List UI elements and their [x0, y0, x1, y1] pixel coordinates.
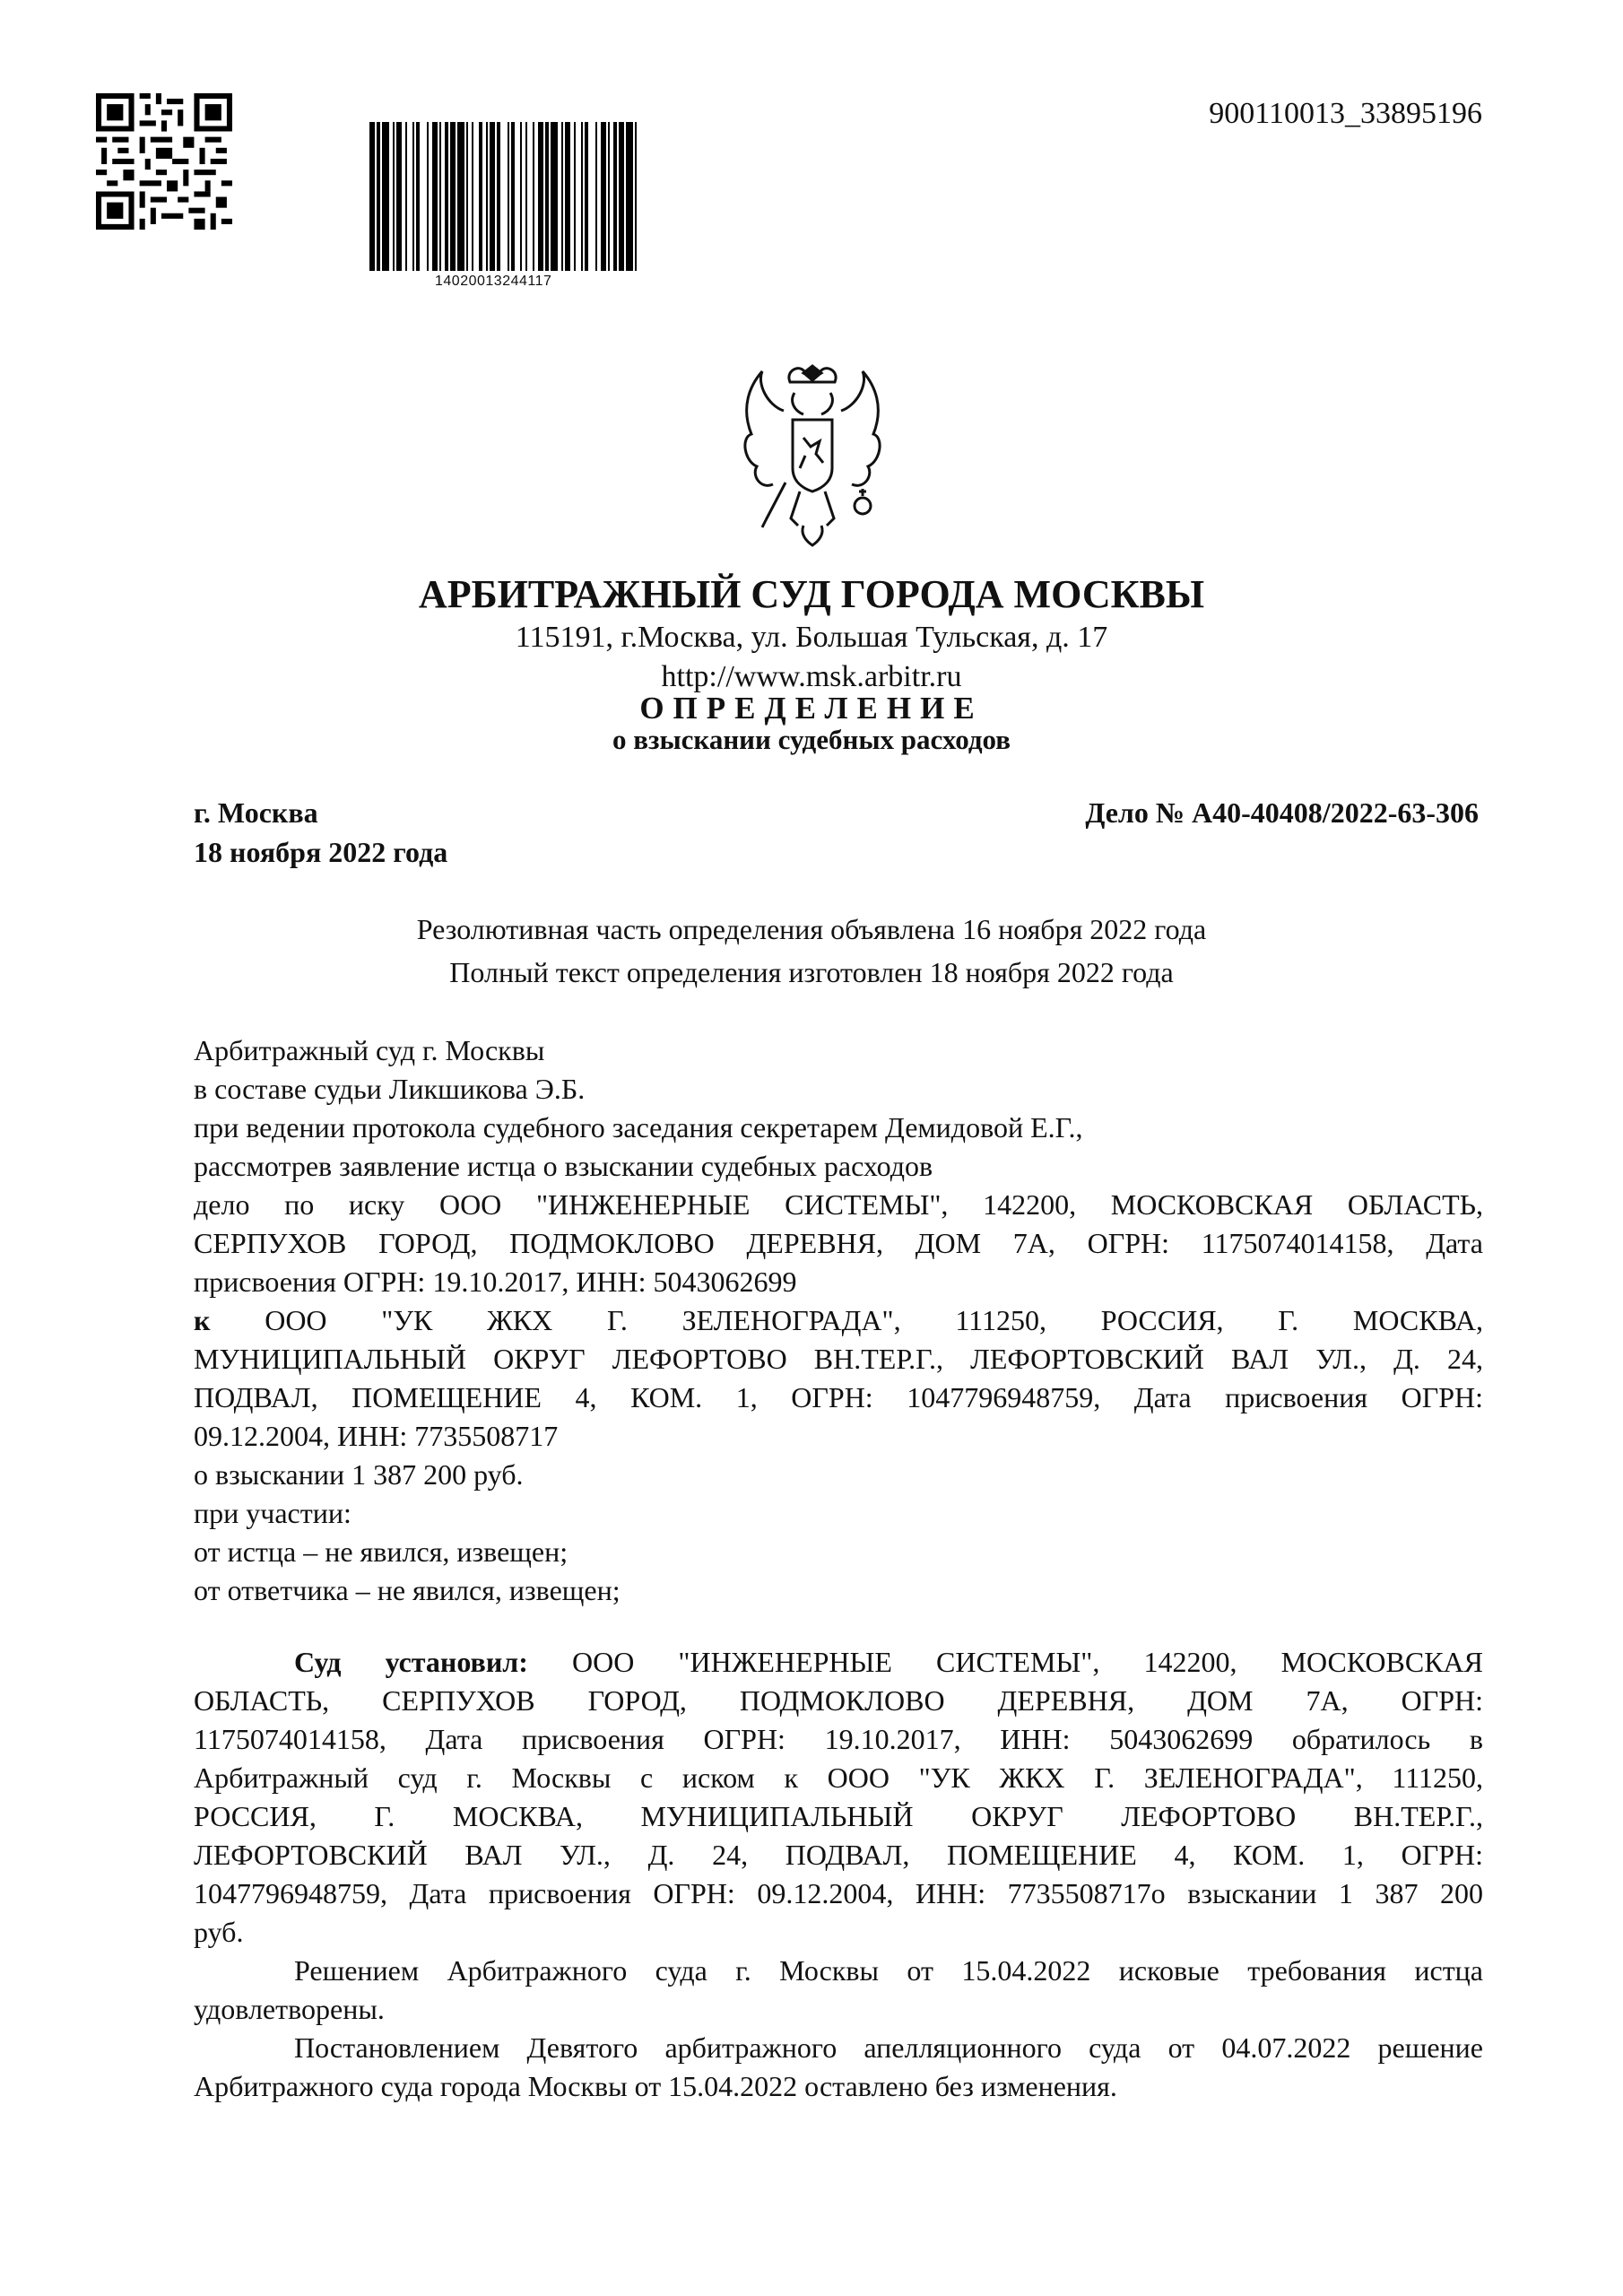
defendant-line: МУНИЦИПАЛЬНЫЙ ОКРУГ ЛЕФОРТОВО ВН.ТЕР.Г., ЛЕФОРТОВСКИЙ ВАЛ УЛ., Д. 24,: [194, 1343, 1483, 1375]
plaintiff-line: дело по иску ООО "ИНЖЕНЕРНЫЕ СИСТЕМЫ", 142200, МОСКОВСКАЯ ОБЛАСТЬ,: [194, 1188, 1483, 1221]
plaintiff-line: СЕРПУХОВ ГОРОД, ПОДМОКЛОВО ДЕРЕВНЯ, ДОМ 7А, ОГРН: 1175074014158, Дата: [194, 1227, 1483, 1259]
barcode-number: 14020013244117: [435, 274, 552, 289]
established-line: руб.: [194, 1916, 244, 1948]
established-line: ЛЕФОРТОВСКИЙ ВАЛ УЛ., Д. 24, ПОДВАЛ, ПОМЕЩЕНИЕ 4, КОМ. 1, ОГРН:: [194, 1839, 1483, 1871]
document-id: 900110013_33895196: [1209, 97, 1482, 130]
court-name: АРБИТРАЖНЫЙ СУД ГОРОДА МОСКВЫ: [418, 572, 1205, 616]
defendant-line: ПОДВАЛ, ПОМЕЩЕНИЕ 4, КОМ. 1, ОГРН: 1047796948759, Дата присвоения ОГРН:: [194, 1381, 1483, 1413]
appeal-line: Арбитражного суда города Москвы от 15.04.2022 оставлено без изменения.: [194, 2070, 1117, 2102]
decision-line: удовлетворены.: [194, 1993, 385, 2025]
established-line: ОБЛАСТЬ, СЕРПУХОВ ГОРОД, ПОДМОКЛОВО ДЕРЕВНЯ, ДОМ 7А, ОГРН:: [194, 1684, 1483, 1717]
document-date: 18 ноября 2022 года: [194, 836, 448, 868]
defendant-prefix: к: [194, 1304, 211, 1336]
court-address: 115191, г.Москва, ул. Большая Тульская, д. 17: [515, 621, 1108, 654]
established-label: Суд установил:: [294, 1646, 528, 1678]
established-block: [194, 1643, 1483, 2106]
document-type-title: ОПРЕДЕЛЕНИЕ: [639, 691, 984, 726]
intro-line: рассмотрев заявление истца о взыскании судебных расходов: [194, 1150, 933, 1182]
plaintiff-line: присвоения ОГРН: 19.10.2017, ИНН: 5043062699: [194, 1265, 797, 1298]
full-text-date: Полный текст определения изготовлен 18 ноября 2022 года: [449, 956, 1174, 988]
decision-line: Решением Арбитражного суда г. Москвы от 15.04.2022 исковые требования истца: [294, 1954, 1483, 1987]
intro-block: [194, 1031, 1483, 1610]
document-subject: о взыскании судебных расходов: [612, 724, 1011, 755]
barcode: [369, 122, 640, 271]
resolution-announcement: Резолютивная часть определения объявлена 16 ноября 2022 года: [416, 913, 1207, 945]
qr-code: [96, 93, 232, 230]
established-line: 1047796948759, Дата присвоения ОГРН: 09.12.2004, ИНН: 7735508717о взыскании 1 387 200: [194, 1877, 1483, 1909]
established-line: Арбитражный суд г. Москвы с иском к ООО "УК ЖКХ Г. ЗЕЛЕНОГРАДА", 111250,: [194, 1761, 1483, 1794]
appeal-line: Постановлением Девятого арбитражного апелляционного суда от 04.07.2022 решение: [294, 2031, 1483, 2064]
intro-line: при ведении протокола судебного заседания секретарем Демидовой Е.Г.,: [194, 1111, 1083, 1144]
claim-line: от ответчика – не явился, извещен;: [194, 1574, 621, 1606]
established-line: РОССИЯ, Г. МОСКВА, МУНИЦИПАЛЬНЫЙ ОКРУГ ЛЕФОРТОВО ВН.ТЕР.Г.,: [194, 1800, 1483, 1832]
defendant-text: ООО "УК ЖКХ Г. ЗЕЛЕНОГРАДА", 111250, РОССИЯ, Г. МОСКВА,: [265, 1304, 1484, 1336]
city: г. Москва: [194, 796, 318, 829]
established-line: [194, 1643, 1483, 1682]
court-website: http://www.msk.arbitr.ru: [661, 660, 962, 693]
established-line: 1175074014158, Дата присвоения ОГРН: 19.10.2017, ИНН: 5043062699 обратилось в: [194, 1723, 1483, 1755]
claim-line: от истца – не явился, извещен;: [194, 1535, 568, 1568]
claim-line: о взыскании 1 387 200 руб.: [194, 1458, 524, 1491]
claim-line: при участии:: [194, 1497, 352, 1529]
intro-line: в составе судьи Ликшикова Э.Б.: [194, 1073, 586, 1105]
established-text: ООО "ИНЖЕНЕРНЫЕ СИСТЕМЫ", 142200, МОСКОВСКАЯ: [572, 1646, 1484, 1678]
defendant-line: 09.12.2004, ИНН: 7735508717: [194, 1420, 559, 1452]
case-number: Дело № А40-40408/2022-63-306: [1085, 796, 1479, 829]
coat-of-arms-emblem: [741, 357, 884, 556]
intro-line: Арбитражный суд г. Москвы: [194, 1034, 545, 1066]
defendant-line: [194, 1301, 1483, 1340]
